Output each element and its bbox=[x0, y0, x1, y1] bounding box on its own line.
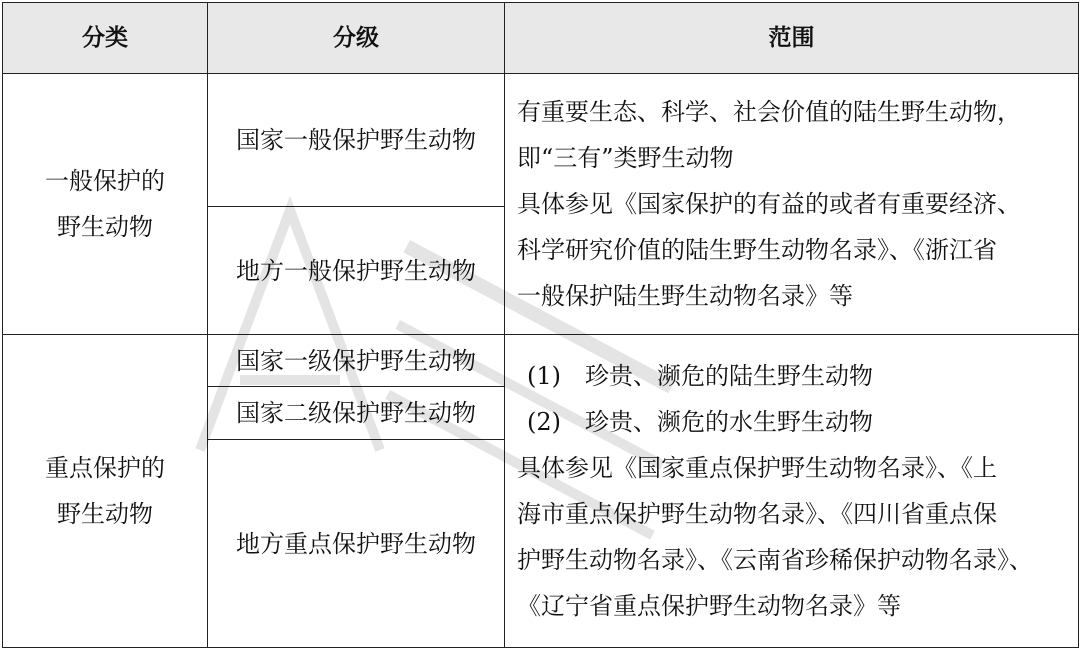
category-key-line-2: 野生动物 bbox=[57, 500, 153, 528]
level-local-general: 地方一般保护野生动物 bbox=[208, 207, 505, 335]
level-national-first: 国家一级保护野生动物 bbox=[208, 335, 505, 387]
classification-table-container bbox=[2, 2, 1078, 647]
general-row-national bbox=[3, 74, 1079, 207]
key-row-first bbox=[3, 335, 1079, 387]
header-range: 范围 bbox=[505, 3, 1079, 74]
range-general-line-2: 即“三有”类野生动物 bbox=[517, 144, 734, 172]
category-general bbox=[3, 74, 208, 335]
category-general-line-1: 一般保护的 bbox=[45, 167, 165, 195]
range-key-line-1: (1) 珍贵、濒危的陆生野生动物 bbox=[527, 362, 873, 390]
range-key bbox=[505, 335, 1079, 648]
range-key-line-6: 《辽宁省重点保护野生动物名录》等 bbox=[517, 592, 901, 620]
header-category: 分类 bbox=[3, 3, 208, 74]
range-key-line-5: 护野生动物名录》、《云南省珍稀保护动物名录》、 bbox=[517, 546, 1033, 574]
wildlife-classification-table bbox=[2, 2, 1079, 648]
range-general-line-4: 科学研究价值的陆生野生动物名录》、《浙江省 bbox=[517, 236, 997, 264]
category-key bbox=[3, 335, 208, 648]
range-general-line-1: 有重要生态、科学、社会价值的陆生野生动物， bbox=[517, 98, 1021, 126]
header-row bbox=[3, 3, 1079, 74]
range-general-line-3: 具体参见《国家保护的有益的或者有重要经济、 bbox=[517, 190, 1021, 218]
category-key-line-1: 重点保护的 bbox=[45, 454, 165, 482]
level-national-general: 国家一般保护野生动物 bbox=[208, 74, 505, 207]
range-general-line-5: 一般保护陆生野生动物名录》等 bbox=[517, 282, 853, 310]
header-level: 分级 bbox=[208, 3, 505, 74]
range-key-line-2: (2) 珍贵、濒危的水生野生动物 bbox=[527, 408, 873, 436]
range-key-line-3: 具体参见《国家重点保护野生动物名录》、《上 bbox=[517, 454, 997, 482]
level-local-key: 地方重点保护野生动物 bbox=[208, 440, 505, 648]
range-general bbox=[505, 74, 1079, 335]
category-general-line-2: 野生动物 bbox=[57, 213, 153, 241]
range-key-line-4: 海市重点保护野生动物名录》、《四川省重点保 bbox=[517, 500, 997, 528]
level-national-second: 国家二级保护野生动物 bbox=[208, 387, 505, 440]
